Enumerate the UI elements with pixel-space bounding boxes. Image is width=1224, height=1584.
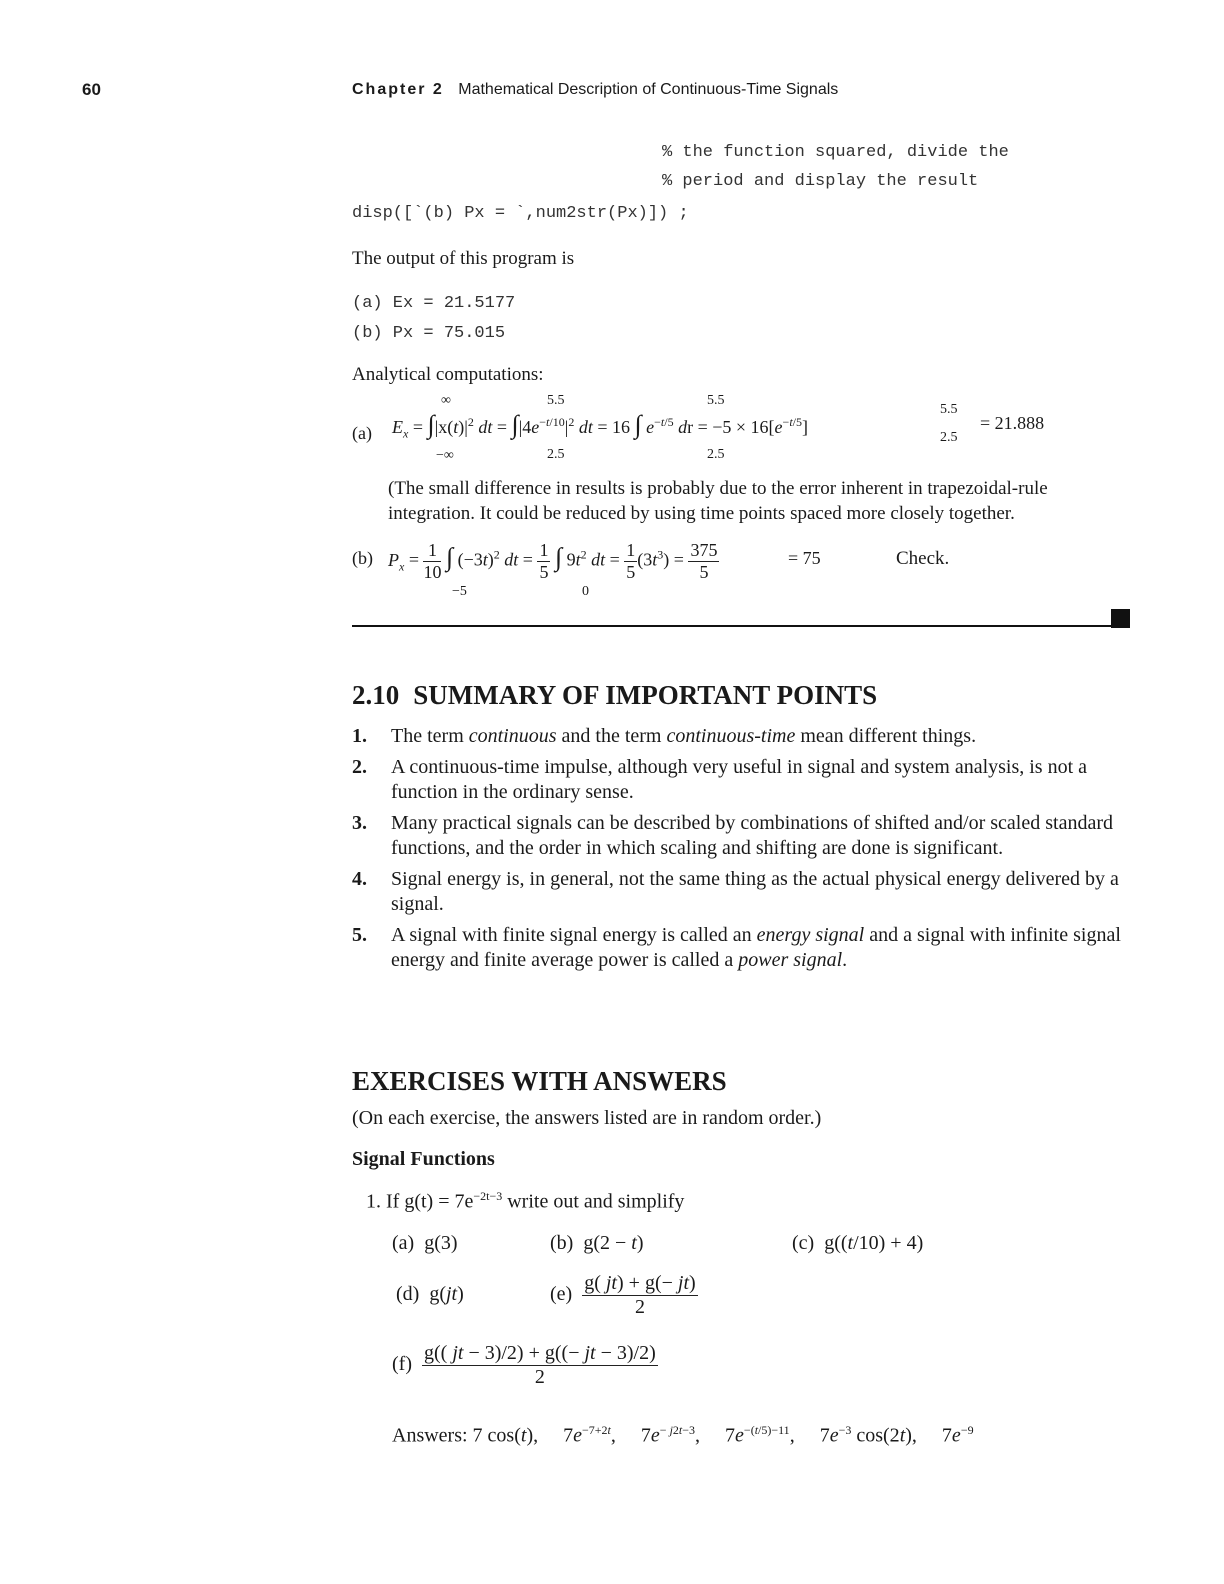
exercises-heading <box>352 1066 727 1097</box>
summary-item <box>352 923 1132 974</box>
limit-minus-5: −5 <box>452 584 467 599</box>
limit-infinity-top: ∞ <box>441 393 451 408</box>
code-comment-2: % period and display the result <box>662 172 979 191</box>
analytical-heading: Analytical computations: <box>352 364 544 385</box>
equation-a-result: = 21.888 <box>980 413 1045 433</box>
exercises-title: EXERCISES WITH ANSWERS <box>352 1066 727 1096</box>
summary-list <box>352 724 1132 979</box>
limit-infinity-bottom: −∞ <box>436 448 454 463</box>
output-intro: The output of this program is <box>352 248 575 269</box>
chapter-label: Chapter 2 <box>352 81 444 98</box>
output-line-b: (b) Px = 75.015 <box>352 324 506 343</box>
exercise-1-part-e: (e) $\frac{g( jt) + g(- jt)}{2}$ <box>550 1272 696 1318</box>
example-end-rule <box>352 625 1130 627</box>
note-line-2: integration. It could be reduced by using time points spaced more closely together. <box>388 503 1015 524</box>
summary-item-text: Many practical signals can be described by combinations of shifted and/or scaled standard functions, and the order in which scaling and shifting are done is significant. <box>391 811 1113 859</box>
limit-2-5-second: 2.5 <box>707 447 725 462</box>
summary-item <box>352 867 1132 918</box>
summary-item-text: A continuous-time impulse, although very useful in signal and system analysis, is not a function in the ordinary sense. <box>391 755 1088 803</box>
summary-item-number: 4. <box>352 867 367 890</box>
exercise-1-part-b: (b) g(2 − t) <box>550 1232 644 1254</box>
limit-2-5-first: 2.5 <box>547 447 565 462</box>
limit-2-5-third: 2.5 <box>940 430 958 445</box>
note-line-1: (The small difference in results is probably due to the error inherent in trapezoidal-rule <box>388 478 1048 499</box>
section-number: 2.10 <box>352 680 400 710</box>
summary-item-number: 2. <box>352 755 367 778</box>
summary-item <box>352 811 1132 862</box>
equation-b-result: = 75 <box>788 548 821 568</box>
summary-item-text: Signal energy is, in general, not the same thing as the actual physical energy delivered by a signal. <box>391 867 1119 915</box>
equation-a-label: (a) <box>352 423 372 443</box>
check-label: Check. <box>896 548 950 569</box>
limit-0: 0 <box>582 584 589 599</box>
exercise-1-prompt <box>366 1189 684 1214</box>
summary-item-text: A signal with finite signal energy is called an energy signal and a signal with infinite signal energy and finite average power is called a power signal. <box>391 923 1121 971</box>
exercise-1-exponent: −2t−3 <box>473 1189 503 1203</box>
limit-5-5-second: 5.5 <box>707 393 725 408</box>
summary-item <box>352 724 1132 750</box>
output-line-a: (a) Ex = 21.5177 <box>352 294 516 313</box>
limit-5-5-first: 5.5 <box>547 393 565 408</box>
code-disp-line: disp([`(b) Px = `,num2str(Px)]) ; <box>352 204 689 223</box>
exercise-1-answers: Answers: 7 cos(t), $7e^{-7+2t}$, $7e^{- j2t-3}$, $7e^{-(t/5)-11}$, $7e^{-3}$ cos(2t), $7e^{-9}$ <box>392 1423 974 1447</box>
chapter-title: Mathematical Description of Continuous-Time Signals <box>458 81 839 98</box>
summary-item <box>352 755 1132 806</box>
exercise-1-prefix: 1. If g(t) = 7e <box>366 1190 474 1213</box>
exercise-1-suffix: write out and simplify <box>502 1190 685 1213</box>
exercises-subheading: Signal Functions <box>352 1148 495 1170</box>
exercises-note: (On each exercise, the answers listed are in random order.) <box>352 1107 822 1129</box>
equation-b-label: (b) <box>352 548 373 568</box>
summary-heading <box>352 680 877 711</box>
exercise-1-part-a: (a) g(3) <box>392 1232 458 1254</box>
running-header <box>352 81 838 99</box>
limit-5-5-third: 5.5 <box>940 402 958 417</box>
answers-label: Answers: <box>392 1424 468 1447</box>
summary-item-number: 3. <box>352 811 367 834</box>
section-title: SUMMARY OF IMPORTANT POINTS <box>413 680 878 710</box>
exercise-1-part-c: (c) g((t/10) + 4) <box>792 1232 924 1254</box>
exercise-1-part-d: (d) g(jt) <box>396 1283 464 1305</box>
page-number: 60 <box>82 80 101 99</box>
summary-item-number: 5. <box>352 923 367 946</box>
code-comment-1: % the function squared, divide the <box>662 143 1009 162</box>
equation-b: $P_x$ = $\frac{1}{10}$ ∫ $(-3t)^2$ dt = $\frac{1}{5}$ ∫ $9t^2$ dt = $\frac{1}{5}$ $(3t^3)$ = $\frac{375}{5}$ <box>388 540 718 582</box>
summary-item-number: 1. <box>352 725 367 747</box>
equation-a: $E_x = \int|x(t)|^2$ dt = $\int|4e^{-t/10}|^2$ dt = 16 ∫ $e^{-t/5}$ dr = $-5 \times 16[e^{-t/5}]$ <box>392 410 809 441</box>
exercise-1-part-f: (f) $\frac{g(( jt - 3)/2) + g((- jt - 3)/2)}{2}$ <box>392 1342 656 1388</box>
end-of-example-box <box>1111 609 1130 628</box>
summary-item-text: The term continuous and the term continuous-time mean different things. <box>391 725 977 747</box>
